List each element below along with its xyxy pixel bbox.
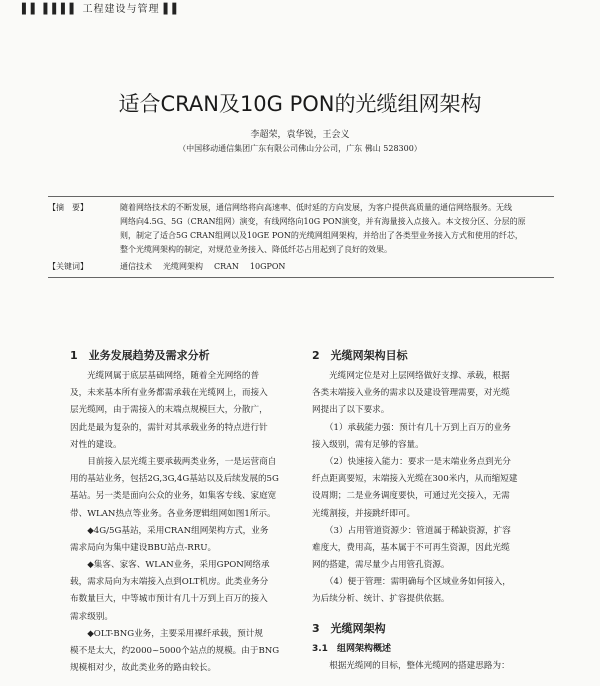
right-column <box>312 346 540 675</box>
abstract-block <box>48 201 554 259</box>
keyword-item: 光缆网架构 <box>163 262 203 271</box>
paragraph-line: （4）便于管理：需明确每个区域业务如何接入， <box>312 577 511 588</box>
paragraph-line: 各类末端接入业务的需求以及建设管理需要，对光缆 <box>312 388 510 399</box>
paragraph-line: 因此是最为复杂的，需针对其承载业务的特点进行针 <box>70 422 268 433</box>
paragraph-line: （1）承载能力强：预计有几十万到上百万的业务 <box>312 422 511 433</box>
paragraph-line: 设周期；二是业务调度要快，可通过光交接入，无需 <box>312 491 510 502</box>
paragraph-line: 对性的建设。 <box>70 439 122 450</box>
paragraph-line: 纤点距离要短，末端接入光缆在300米内，从而缩短建 <box>312 474 518 485</box>
article-title: 适合CRAN及10G PON的光缆组网架构 <box>118 92 482 116</box>
abstract-text <box>120 201 554 257</box>
paragraph-line: 为后续分析、统计、扩容提供依据。 <box>312 594 450 605</box>
paragraph-line: ◆集客、家客、WLAN业务，采用GPON网络承 <box>70 560 270 571</box>
section-1-heading: 1 业务发展趋势及需求分析 <box>70 349 210 362</box>
abstract-line: 网络向4.5G、5G（CRAN组网）演变，有线网络向10G PON演变，并有海量接入点接入。本文按分区、分层的原 <box>120 217 526 226</box>
abstract-line: 随着网络技术的不断发展，通信网络将向高速率、低时延的方向发展，为客户提供高质量的通信网络服务。无线 <box>120 203 512 212</box>
paragraph-line: 基站。另一类是面向公众的业务，如集客专线、家庭宽 <box>70 491 277 502</box>
keywords-label: 【关键词】 <box>48 262 88 271</box>
paragraph-line: 接入级别，需有足够的容量。 <box>312 439 424 450</box>
keywords-list <box>120 260 554 274</box>
paragraph-line: 根据光缆网的目标，整体光缆网的搭建思路为： <box>312 660 510 671</box>
section-3-1-heading: 3.1 组网架构概述 <box>312 643 391 654</box>
paragraph-line: 布数量巨大，中等城市预计有几十万到上百万的接入 <box>70 594 268 605</box>
paragraph-line: 载，需求局向为末端接入点到OLT机房。此类业务分 <box>70 577 269 588</box>
paragraph-line: 光缆网属于底层基础网络，随着全光网络的普 <box>70 371 260 381</box>
paragraph-line: 带、WLAN热点等业务。各业务逻辑组网如图1所示。 <box>70 508 276 519</box>
paragraph-line: ◆4G/5G基站，采用CRAN组网架构方式，业务 <box>70 525 269 536</box>
paragraph-line: 目前接入层光缆主要承载两类业务，一是运营商自 <box>70 456 277 467</box>
paragraph-line: ◆OLT-BNG业务，主要采用裸纤承载，预计规 <box>70 628 263 639</box>
paragraph-line: 网的搭建，需尽量少占用管孔资源。 <box>312 560 450 571</box>
paragraph-line: 需求级别。 <box>70 611 113 622</box>
paragraph-line: 光缆割接，并接跳纤即可。 <box>312 508 416 519</box>
abstract-bottom-rule <box>48 277 554 278</box>
section-3-heading: 3 光缆网架构 <box>312 621 386 635</box>
keyword-item: CRAN <box>214 262 239 271</box>
paragraph-line: 规模相对少，故此类业务的路由较长。 <box>70 663 217 674</box>
abstract-top-rule <box>48 196 554 197</box>
abstract-label: 【摘 要】 <box>48 203 88 212</box>
paragraph-line: 用的基站业务，包括2G,3G,4G基站以及后续发展的5G <box>70 474 279 485</box>
keywords-block <box>48 260 554 274</box>
left-column <box>70 346 298 677</box>
keyword-item: 10GPON <box>249 262 286 271</box>
abstract-line: 则，制定了适合5G CRAN组网以及10GE PON的光缆网组网架构，并给出了各类型业务接入方式和使用的纤芯， <box>120 231 523 240</box>
section-2-body <box>312 368 540 609</box>
paragraph-line: 难度大，费用高，基本属于不可再生资源，因此光缆 <box>312 542 510 553</box>
section-3-body <box>312 658 540 675</box>
paragraph-line: （3）占用管道资源少：管道属于稀缺资源，扩容 <box>312 525 511 536</box>
paragraph-line: 层光缆网，由于需接入的末端点规模巨大，分散广， <box>70 405 268 416</box>
article-affiliation: （中国移动通信集团广东有限公司佛山分公司，广东 佛山 528300） <box>178 144 422 153</box>
paragraph-line: 光缆网定位是对上层网络做好支撑、承载，根据 <box>312 371 510 381</box>
abstract-line: 整个光缆网架构的制定，对规范业务接入、降低纤芯占用起到了良好的效果。 <box>120 245 392 254</box>
keyword-item: 通信技术 <box>120 262 152 271</box>
paragraph-line: 及，未来基本所有业务都需承载在光缆网上，而接入 <box>70 388 268 399</box>
article-authors: 李超荣，袁华锐，王会义 <box>250 130 350 140</box>
paragraph-line: 需求局向为集中建设BBU站点-RRU。 <box>70 542 217 553</box>
journal-section-header: ▌▌ ▌▌▌▌ 工程建设与管理 ▌▌ <box>22 4 182 15</box>
section-1-body <box>70 368 298 677</box>
paragraph-line: （2）快速接入能力：要求一是末端业务点到光分 <box>312 456 511 467</box>
section-2-heading: 2 光缆网架构目标 <box>312 349 408 362</box>
paragraph-line: 网提出了以下要求。 <box>312 405 390 416</box>
paragraph-line: 模不是太大，约2000~5000个站点的规模。由于BNG <box>70 646 280 656</box>
